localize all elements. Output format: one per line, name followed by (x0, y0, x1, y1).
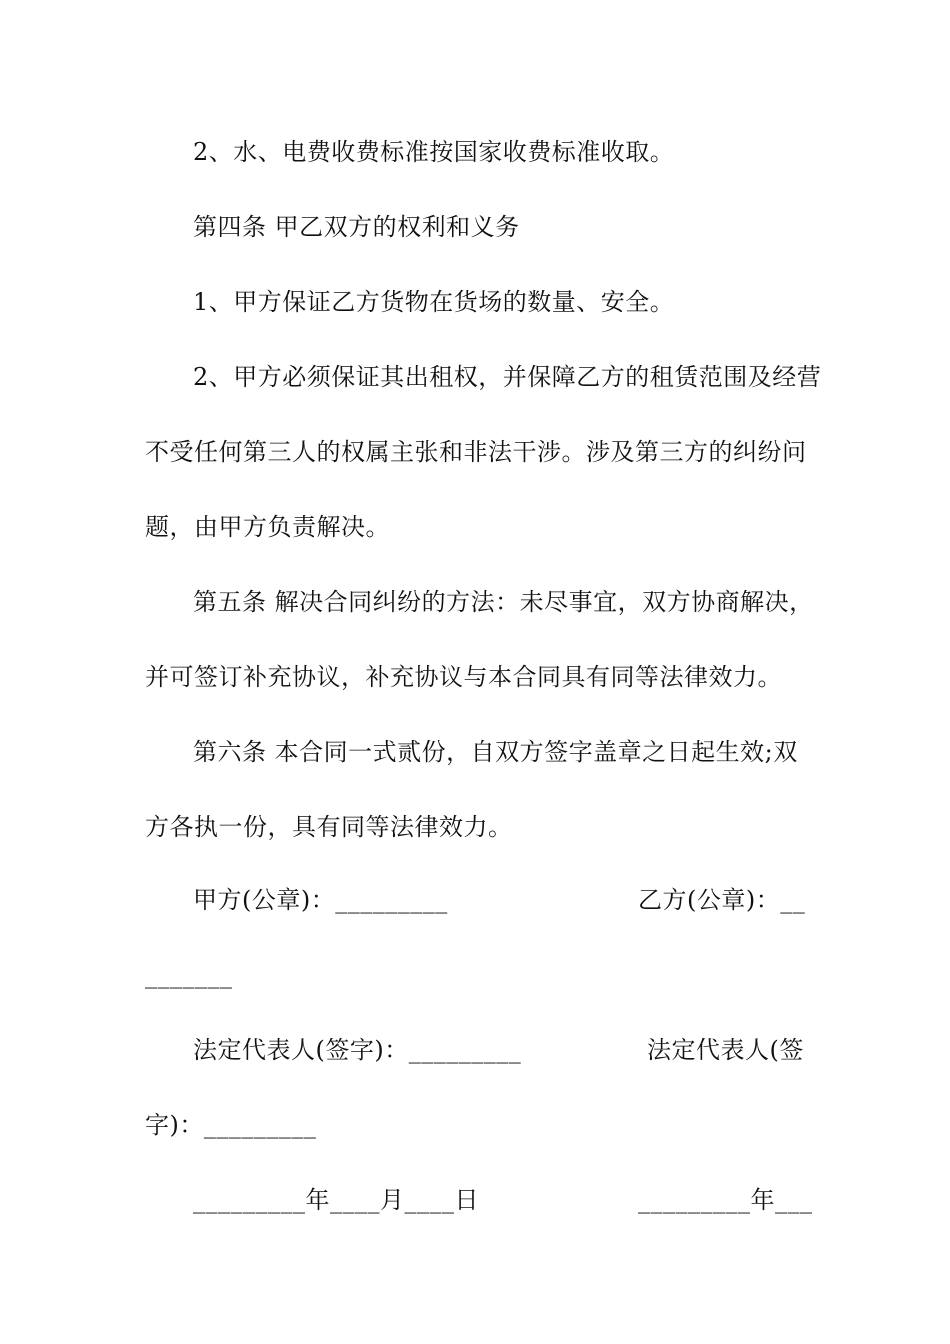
party-a-representative: 法定代表人(签字)：_________ (193, 1036, 522, 1064)
article-5-line-1: 第五条 解决合同纠纷的方法：未尽事宜，双方协商解决， (193, 588, 814, 616)
article-4-item-2-line-3: 题，由甲方负责解决。 (145, 513, 390, 541)
party-b-date: _________年___ (638, 1186, 813, 1214)
clause-water-electricity: 2、水、电费收费标准按国家收费标准收取。 (193, 138, 675, 166)
party-a-seal: 甲方(公章)：_________ (193, 886, 448, 914)
party-b-seal: 乙方(公章)：__ (638, 886, 806, 914)
party-b-representative: 法定代表人(签 (647, 1036, 804, 1064)
article-4-heading: 第四条 甲乙双方的权利和义务 (193, 213, 520, 241)
article-4-item-2-line-2: 不受任何第三人的权属主张和非法干涉。涉及第三方的纠纷问 (145, 438, 807, 466)
article-6-line-1: 第六条 本合同一式贰份，自双方签字盖章之日起生效;双 (193, 738, 798, 766)
party-b-representative-continued: 字)：_________ (145, 1111, 317, 1139)
party-b-seal-continued: _______ (145, 961, 233, 989)
party-a-date: _________年____月____日 (193, 1186, 479, 1214)
article-4-item-1: 1、甲方保证乙方货物在货场的数量、安全。 (193, 288, 675, 316)
article-6-line-2: 方各执一份，具有同等法律效力。 (145, 813, 513, 841)
article-4-item-2-line-1: 2、甲方必须保证其出租权，并保障乙方的租赁范围及经营 (193, 363, 822, 391)
article-5-line-2: 并可签订补充协议，补充协议与本合同具有同等法律效力。 (145, 663, 782, 691)
